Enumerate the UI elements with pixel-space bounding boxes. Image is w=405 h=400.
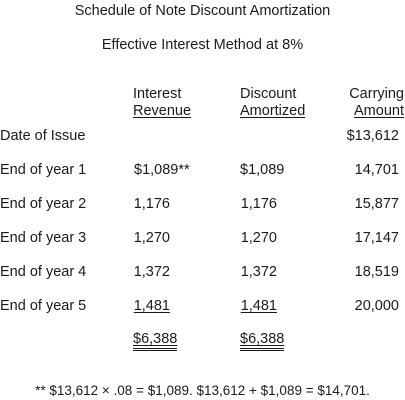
page-title: Schedule of Note Discount Amortization: [74, 3, 331, 19]
carrying-date-of-issue: $13,612: [346, 128, 399, 144]
interest-year-2: 1,176: [133, 196, 170, 212]
header-interest-revenue: [133, 86, 191, 120]
discount-year-1: $1,089: [240, 162, 285, 178]
total-interest-revenue: [133, 331, 177, 351]
footnote: ** $13,612 × .08 = $1,089. $13,612 + $1,089 = $14,701.: [35, 383, 370, 398]
row-label-year-2: End of year 2: [0, 196, 87, 212]
carrying-year-2: 15,877: [354, 196, 399, 212]
header-carrying-line1: Carrying: [349, 86, 404, 102]
carrying-year-5: 20,000: [354, 298, 399, 314]
interest-year-1: $1,089**: [134, 162, 190, 178]
row-label-year-3: End of year 3: [0, 230, 87, 246]
header-discount-line2: Amortized: [240, 103, 306, 119]
discount-year-3: 1,270: [240, 230, 277, 246]
total-discount-value: $6,388: [240, 331, 285, 347]
carrying-year-4: 18,519: [354, 264, 399, 280]
interest-year-5-value: 1,481: [133, 298, 170, 314]
total-interest-value: $6,388: [133, 331, 178, 347]
interest-year-3: 1,270: [133, 230, 170, 246]
interest-year-4: 1,372: [133, 264, 170, 280]
row-label-year-1: End of year 1: [0, 162, 87, 178]
discount-year-2: 1,176: [240, 196, 277, 212]
header-interest-line2: Revenue: [133, 103, 192, 119]
discount-year-4: 1,372: [240, 264, 277, 280]
row-label-year-5: End of year 5: [0, 298, 87, 314]
header-carrying-line2: Amount: [354, 103, 404, 119]
carrying-year-1: 14,701: [354, 162, 399, 178]
row-label-date-of-issue: Date of Issue: [0, 128, 86, 144]
carrying-year-3: 17,147: [354, 230, 399, 246]
interest-year-5: [118, 298, 170, 314]
total-discount-amortized: [240, 331, 284, 351]
discount-year-5: [225, 298, 277, 314]
header-discount-line1: Discount: [240, 86, 297, 102]
header-discount-amortized: [240, 86, 305, 120]
page-subtitle: Effective Interest Method at 8%: [101, 37, 304, 53]
row-label-year-4: End of year 4: [0, 264, 87, 280]
header-interest-line1: Interest: [133, 86, 182, 102]
header-carrying-amount: [336, 86, 404, 120]
discount-year-5-value: 1,481: [240, 298, 277, 314]
